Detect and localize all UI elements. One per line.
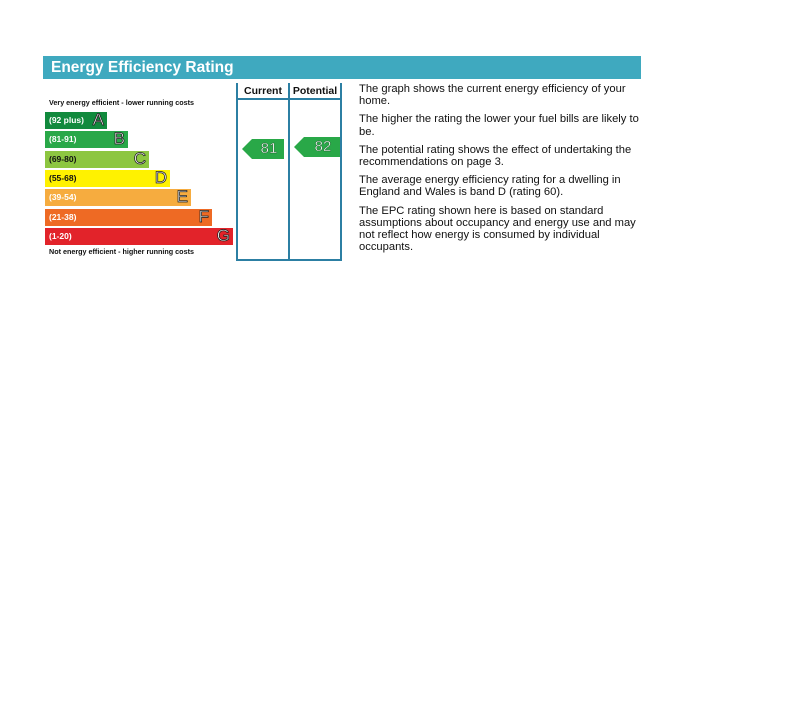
band-letter: F [198, 206, 209, 226]
current-column-left-border [236, 83, 238, 261]
band-range-label: (92 plus) [49, 115, 84, 125]
band-g [45, 225, 233, 245]
band-b [45, 131, 128, 148]
band-d [45, 167, 170, 187]
bottom-label: Not energy efficient - higher running costs [49, 247, 194, 256]
current-rating-arrow [242, 139, 284, 159]
potential-rating-arrow [294, 137, 340, 157]
description-paragraph: The potential rating shows the effect of undertaking the recommendations on page 3. [359, 143, 632, 169]
current-column-header: Current [244, 85, 282, 97]
potential-rating-value: 82 [314, 138, 332, 155]
band-c [45, 148, 149, 168]
description-paragraph: The higher the rating the lower your fuel bills are likely to be. [359, 113, 639, 138]
band-range-label: (55-68) [49, 172, 77, 183]
description-paragraph: The average energy efficiency rating for a dwelling in England and Wales is band D (rating 60). [359, 174, 621, 199]
band-letter: B [113, 129, 125, 149]
band-a [45, 112, 107, 129]
band-range-label: (21-38) [49, 211, 77, 222]
top-label: Very energy efficient - lower running costs [49, 98, 194, 107]
description-text [359, 83, 641, 259]
potential-column-header: Potential [292, 85, 338, 97]
band-letter: E [176, 187, 188, 207]
current-potential-divider [288, 83, 290, 261]
potential-column-right-border [340, 83, 342, 261]
current-rating-value: 81 [260, 140, 278, 157]
column-header-separator [236, 98, 342, 100]
band-e [45, 189, 191, 206]
band-letter: G [216, 225, 230, 245]
band-range-label: (81-91) [49, 134, 77, 145]
band-range-label: (39-54) [49, 192, 77, 203]
band-range-label: (1-20) [49, 230, 72, 241]
band-letter: A [92, 110, 104, 129]
chart-bottom-border [236, 259, 342, 261]
band-letter: D [154, 167, 167, 187]
description-paragraph: The EPC rating shown here is based on standard assumptions about occupancy and energy use and may not reflect how energy is consumed by individual occupants. [359, 204, 636, 254]
band-letter: C [133, 148, 146, 168]
description-paragraph: The graph shows the current energy efficiency of your home. [359, 83, 626, 108]
chart-title: Energy Efficiency Rating [43, 56, 641, 79]
band-range-label: (69-80) [49, 153, 77, 164]
band-f [45, 206, 212, 226]
energy-rating-chart [43, 83, 343, 263]
